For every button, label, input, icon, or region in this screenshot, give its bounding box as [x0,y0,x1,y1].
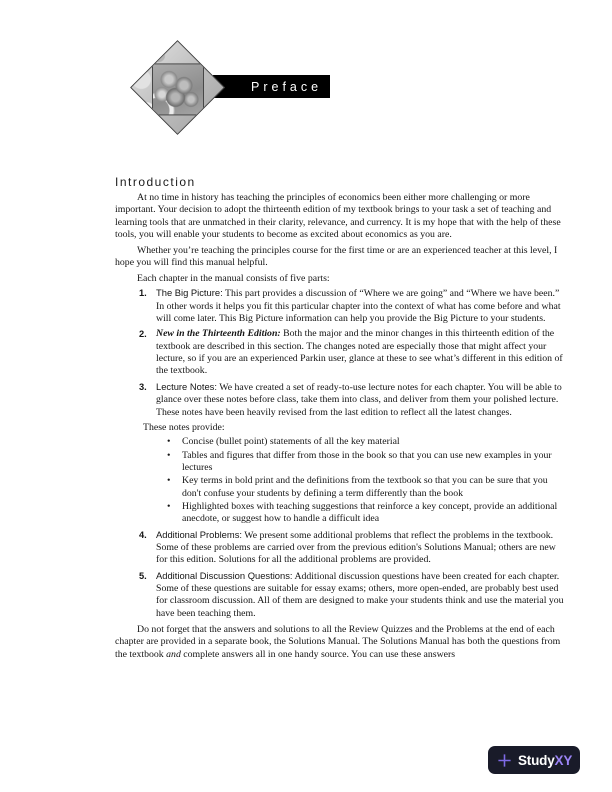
list-item [115,436,567,448]
preface-title: Preface [251,79,323,94]
item-title: Lecture Notes: [156,380,217,392]
list-item [115,381,567,419]
list-item [115,501,567,526]
list-item [115,570,567,620]
item-title: Additional Discussion Questions: [156,569,293,581]
item-text: We present some additional problems that reflect the problems in the textbook. Some of these problems are carried over from the previous edition's Solutions Manual; others are new for this edition. Solutions for all the additional problems are provided. [156,529,556,566]
bullet-icon: • [167,449,171,461]
page-content [115,176,567,661]
item-text: Additional discussion questions have been created for each chapter. Some of these questions are suitable for essay exams; others, more open-ended, are probably best used for classroom discussion. All of them are designed to make your students think and use the material you have been teaching them. [156,570,564,619]
closing-italic: and [166,648,181,660]
closing-text-1: Do not forget that the answers and solutions to all the Review Quizzes and the Problems at the end of each chapter are provided in a separate book, the Solutions Manual. The Solutions Manual has both the questions from the textbook [115,624,561,660]
introduction-heading: Introduction [115,175,196,189]
item-number: 1. [139,288,147,299]
item-text: This part provides a discussion of “Where we are going” and “Where we have been.” In other words it helps you fit this particular chapter into the context of what has come before and what will come later. This Big Picture information can help you provide the Big Picture to your students. [156,288,561,325]
item-text: We have created a set of ready-to-use lecture notes for each chapter. You will be able to glance over these notes before class, take them into class, and deliver from them your polished lecture. These notes have been heavily revised from the last edition to reflect all the latest changes. [156,381,562,418]
bullet-icon: • [167,475,171,487]
item-number: 2. [139,329,147,340]
notes-lead: These notes provide: [143,421,225,433]
ornament-texture [130,41,225,134]
list-item [115,287,567,325]
list-item [115,450,567,475]
preface-ornament-diamond [130,40,225,135]
logo-study: Study [518,752,555,768]
item-number: 3. [139,381,147,392]
ornament-photo [152,63,204,115]
logo-wordmark [518,753,572,768]
item-title: Additional Problems: [156,528,242,540]
item-number: 4. [139,529,147,540]
intro-paragraph-1: At no time in history has teaching the principles of economics been either more challenging or more important. Your decision to adopt the thirteenth edition of my textbook brings to your task a set of teaching and learning tools that are unmatched in their clarity, relevance, and currency. It is my hope that with the help of these tools, you will enable your students to become as excited about economics as you are. [115,192,561,241]
plus-icon [497,753,512,768]
studyxy-logo-badge[interactable] [488,746,580,774]
list-item [115,475,567,500]
item-text: Both the major and the minor changes in this thirteenth edition of the textbook are described in this section. The changes noted are especially those that might affect your lecture, so if you are an experienced Parkin user, glance at these to see what’s different in this edition of the textbook. [156,328,563,377]
list-item [115,328,567,377]
manual-parts-list [115,287,567,418]
notes-bullet-list [115,436,567,525]
bullet-text: Tables and figures that differ from those in the book so that you can use new examples in your lectures [182,449,552,473]
logo-xy: XY [554,752,573,768]
bullet-icon: • [167,500,171,512]
closing-text-2: complete answers all in one handy source. You can use these answers [180,648,456,660]
preface-title-bar [213,75,330,98]
item-number: 5. [139,570,147,581]
item-title: The Big Picture: [156,287,223,299]
bullet-icon: • [167,436,171,448]
list-item [115,529,567,567]
parts-lead-paragraph: Each chapter in the manual consists of five parts: [137,273,330,285]
bullet-text: Concise (bullet point) statements of all the key material [182,436,400,448]
closing-paragraph [115,624,567,661]
bullet-text: Key terms in bold print and the definitions from the textbook so that you can be sure that you don't confuse your students by defining a term differently than the book [182,475,548,499]
bullet-text: Highlighted boxes with teaching suggestions that reinforce a key concept, provide an additional anecdote, or suggest how to handle a difficult idea [182,500,558,525]
manual-parts-list-continued [115,529,567,620]
item-title: New in the Thirteenth Edition: [156,328,281,340]
intro-paragraph-2: Whether you’re teaching the principles course for the first time or are an experienced teacher at this level, I hope you will find this manual helpful. [115,244,558,269]
